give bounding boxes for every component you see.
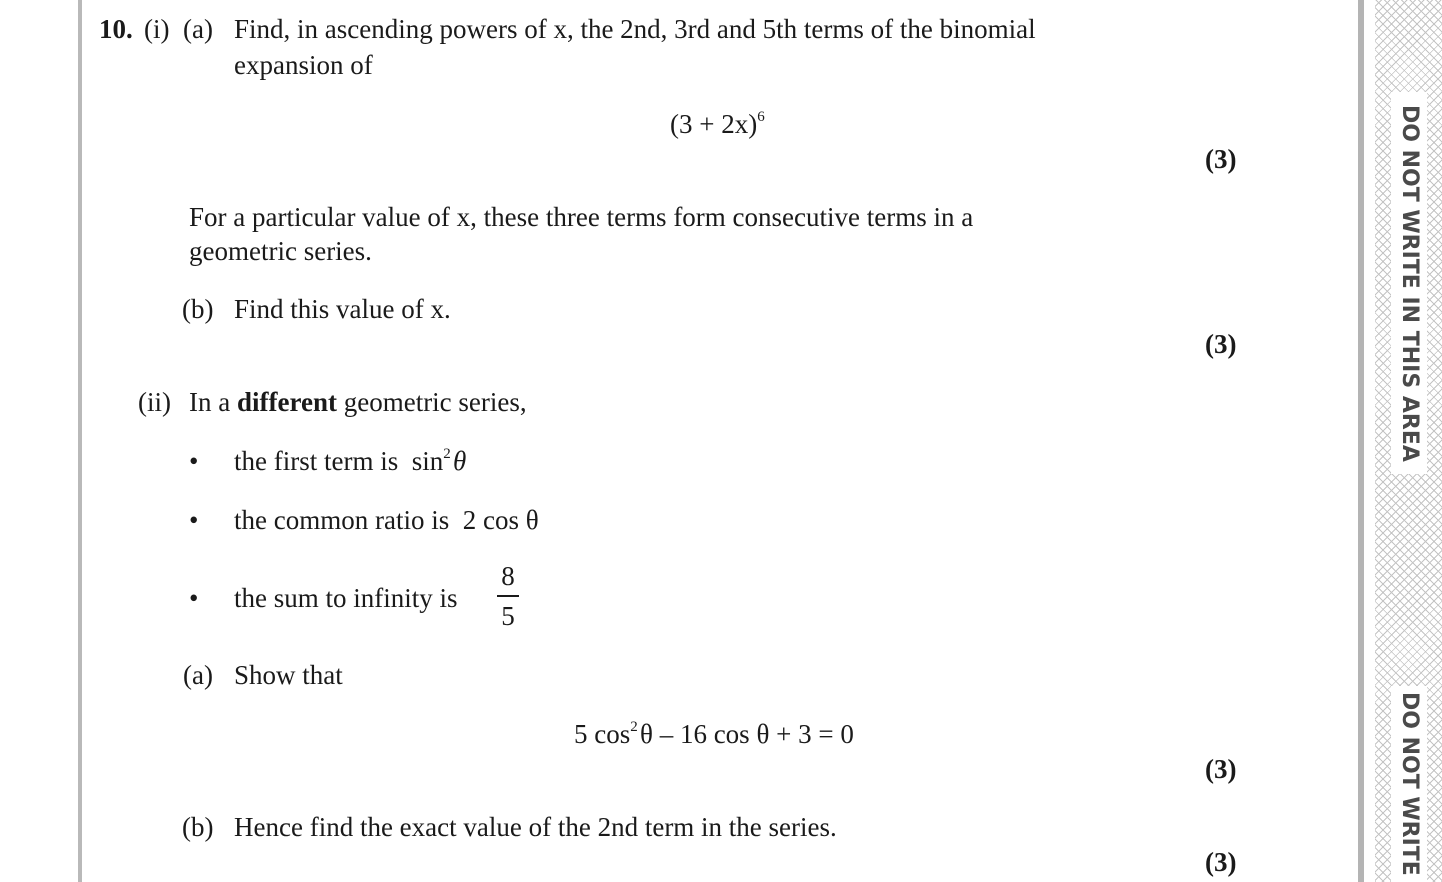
bullet-1-math-var: θ xyxy=(453,446,467,476)
intro-suffix: geometric series, xyxy=(336,387,527,417)
margin-warning-2: DO NOT WRITE xyxy=(1391,686,1427,882)
intro-bold: different xyxy=(236,387,337,417)
context-line1: For a particular value of x, these three terms form consecutive terms in a xyxy=(189,202,974,232)
intro-prefix: In a xyxy=(189,387,237,417)
binomial-base: (3 + 2x) xyxy=(670,109,758,139)
marks-ii-a: (3) xyxy=(1205,754,1237,784)
fraction-numerator: 8 xyxy=(501,561,515,591)
equation-post: θ – 16 cos θ + 3 = 0 xyxy=(640,719,854,749)
bullet-2 xyxy=(234,507,539,534)
fraction-eight-fifths xyxy=(497,563,519,630)
equation-power: 2 xyxy=(630,719,638,735)
part-i-label: (i) xyxy=(144,14,170,44)
bullet-marker-3: • xyxy=(189,583,199,613)
part-i-a-label: (a) xyxy=(183,14,213,44)
part-ii-b-label: (b) xyxy=(182,812,214,842)
context-line2: geometric series. xyxy=(189,236,372,266)
part-i-b-text: Find this value of x. xyxy=(234,294,451,324)
bullet-1-text: the first term is xyxy=(234,446,399,476)
bullet-3-text: the sum to infinity is xyxy=(234,583,458,613)
bullet-1-math-base: sin xyxy=(411,446,444,476)
bullet-1-math-power: 2 xyxy=(443,446,451,462)
margin-warning-1: DO NOT WRITE IN THIS AREA xyxy=(1391,92,1427,474)
bullet-2-math: 2 cos θ xyxy=(462,505,539,535)
equation xyxy=(574,721,854,748)
right-margin-rule xyxy=(1358,0,1364,882)
part-i-a-line1: Find, in ascending powers of x, the 2nd, 3rd and 5th terms of the binomial xyxy=(234,14,1036,44)
bullet-2-text: the common ratio is xyxy=(234,505,450,535)
fraction-denominator: 5 xyxy=(501,600,515,631)
part-i-a-line2: expansion of xyxy=(234,50,373,80)
bullet-1 xyxy=(234,448,466,475)
part-ii-b-text: Hence find the exact value of the 2nd term in the series. xyxy=(234,812,837,842)
binomial-power: 6 xyxy=(757,109,765,125)
question-number: 10. xyxy=(99,14,133,44)
fraction-bar xyxy=(497,595,519,597)
part-ii-label: (ii) xyxy=(138,387,171,417)
bullet-marker-2: • xyxy=(189,505,199,535)
part-ii-a-text: Show that xyxy=(234,660,343,690)
part-ii-intro xyxy=(189,389,527,416)
left-margin-rule xyxy=(78,0,82,882)
part-i-b-label: (b) xyxy=(182,294,214,324)
marks-ii-b: (3) xyxy=(1205,847,1237,877)
marks-i-a: (3) xyxy=(1205,144,1237,174)
part-ii-a-label: (a) xyxy=(183,660,213,690)
bullet-marker-1: • xyxy=(189,446,199,476)
marks-i-b: (3) xyxy=(1205,329,1237,359)
binomial-expression xyxy=(670,111,765,138)
equation-pre: 5 cos xyxy=(574,719,631,749)
